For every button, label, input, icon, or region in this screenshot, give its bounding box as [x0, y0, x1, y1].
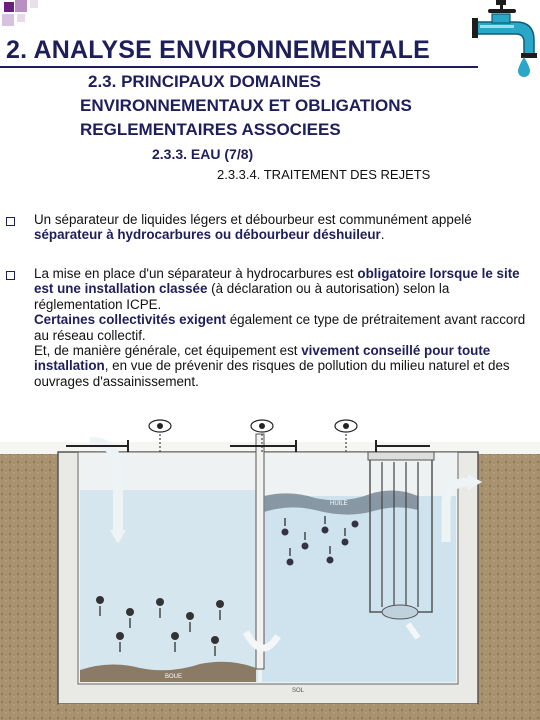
corner-square	[4, 2, 14, 12]
bold-run: vivement conseillé pour toute installation	[34, 343, 491, 374]
paragraph-2	[34, 266, 534, 389]
text-run: Et, de manière générale, cet équipement est	[34, 343, 302, 359]
oil-label: HUILE	[330, 501, 348, 507]
separator-diagram	[0, 412, 540, 720]
corner-square	[15, 0, 27, 12]
page-title: 2. ANALYSE ENVIRONNEMENTALE	[6, 36, 430, 64]
text-run: (à déclaration ou à autorisation) selon la réglementation ICPE.	[34, 281, 450, 312]
subsection-heading: 2.3.3.4. TRAITEMENT DES REJETS	[217, 167, 431, 182]
bold-run: obligatoire lorsque le site est une installation classée	[34, 266, 520, 297]
filter-float	[382, 605, 418, 619]
section-heading: 2.3.3. EAU (7/8)	[152, 146, 254, 162]
text-run: La mise en place d'un séparateur à hydrocarbures est	[34, 266, 358, 281]
water-zone-left	[80, 490, 258, 682]
heading-line-3: REGLEMENTAIRES ASSOCIEES	[80, 120, 341, 139]
text-run: Un séparateur de liquides légers et débourbeur est communément appelé	[34, 212, 472, 227]
bold-run: Certaines collectivités exigent	[34, 312, 227, 328]
text-run: également ce type de prétraitement avant raccord au réseau collectif.	[34, 312, 526, 343]
soil-label: SOL	[292, 688, 305, 694]
filter-cap	[368, 452, 434, 460]
heading-line-1: 2.3. PRINCIPAUX DOMAINES	[88, 72, 322, 91]
heading-line-2: ENVIRONNEMENTAUX ET OBLIGATIONS	[80, 96, 412, 115]
bold-run: séparateur à hydrocarbures ou débourbeur déshuileur	[34, 227, 381, 243]
baffle-wall	[256, 434, 264, 669]
paragraph-1	[34, 212, 534, 243]
bottom-soil	[58, 704, 478, 720]
sludge-label: BOUE	[165, 674, 183, 680]
water-zone-right	[262, 496, 456, 682]
title-underline	[0, 66, 478, 68]
corner-square	[2, 14, 14, 26]
water-drop-icon	[516, 56, 532, 78]
corner-square	[17, 14, 25, 22]
text-run: .	[380, 227, 385, 243]
corner-square	[30, 0, 38, 8]
text-run: , en vue de prévenir des risques de pollution du milieu naturel et des ouvrages d'assainissement.	[34, 358, 510, 389]
bullet-square-icon	[6, 217, 15, 226]
bullet-square-icon	[6, 271, 15, 280]
